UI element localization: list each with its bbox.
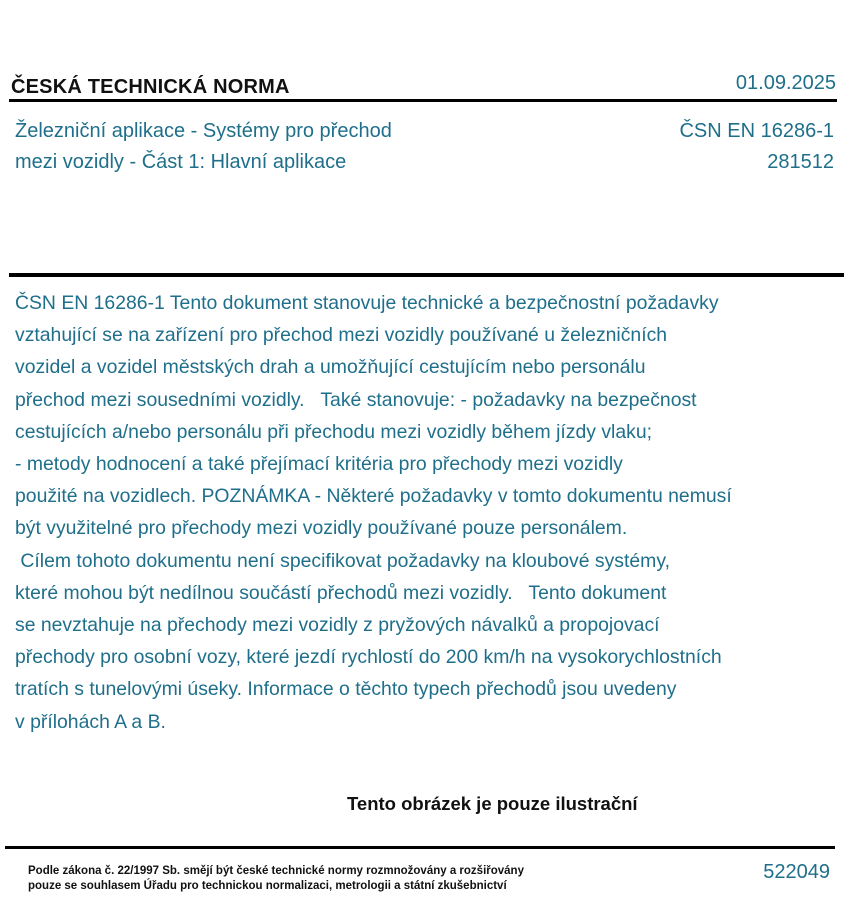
legal-notice [28,864,588,894]
class-number: 281512 [767,151,834,173]
abstract-line: přechody pro osobní vozy, které jezdí rychlostí do 200 km/h na vysokorychlostních [15,646,722,669]
bottom-divider [5,846,835,849]
norm-title: ČESKÁ TECHNICKÁ NORMA [11,76,290,98]
top-divider [9,99,837,102]
abstract-line: vztahující se na zařízení pro přechod mezi vozidly používané u železničních [15,324,668,347]
abstract-line: přechod mezi sousedními vozidly. Také stanovuje: - požadavky na bezpečnost [15,388,697,411]
abstract-text [15,287,835,738]
document-title-line-2: mezi vozidly - Část 1: Hlavní aplikace [15,151,347,173]
abstract-line: - metody hodnocení a také přejímací kritéria pro přechody mezi vozidly [15,453,623,476]
document-title-line-1: Železniční aplikace - Systémy pro přechod [15,120,392,142]
catalog-number: 522049 [763,861,830,883]
abstract-line: být využitelné pro přechody mezi vozidly používané pouze personálem. [15,517,628,540]
abstract-line: použité na vozidlech. POZNÁMKA - Některé požadavky v tomto dokumentu nemusí [15,485,732,508]
document-identifiers [679,116,834,178]
abstract-line: cestujících a/nebo personálu při přechodu mezi vozidly během jízdy vlaku; [15,420,652,443]
abstract-line: se nevztahuje na přechody mezi vozidly z pryžových návalků a propojovací [15,614,660,637]
document-title [15,116,535,178]
standard-code: ČSN EN 16286-1 [679,120,834,142]
abstract-line: v přílohách A a B. [15,710,166,733]
illustration-note: Tento obrázek je pouze ilustrační [347,793,638,814]
abstract-line: Cílem tohoto dokumentu není specifikovat požadavky na kloubové systémy, [15,549,670,572]
abstract-line: které mohou být nedílnou součástí přechodů mezi vozidly. Tento dokument [15,581,667,604]
legal-notice-line-1: Podle zákona č. 22/1997 Sb. smějí být české technické normy rozmnožovány a rozšiřovány [28,865,524,877]
legal-notice-line-2: pouze se souhlasem Úřadu pro technickou normalizaci, metrologii a státní zkušebnictví [28,880,507,892]
abstract-line: ČSN EN 16286-1 Tento dokument stanovuje technické a bezpečnostní požadavky [15,292,719,314]
abstract-line: tratích s tunelovými úseky. Informace o těchto typech přechodů jsou uvedeny [15,678,677,701]
abstract-line: vozidel a vozidel městských drah a umožňující cestujícím nebo personálu [15,356,646,379]
middle-divider [9,273,844,277]
publication-date: 01.09.2025 [735,72,836,94]
